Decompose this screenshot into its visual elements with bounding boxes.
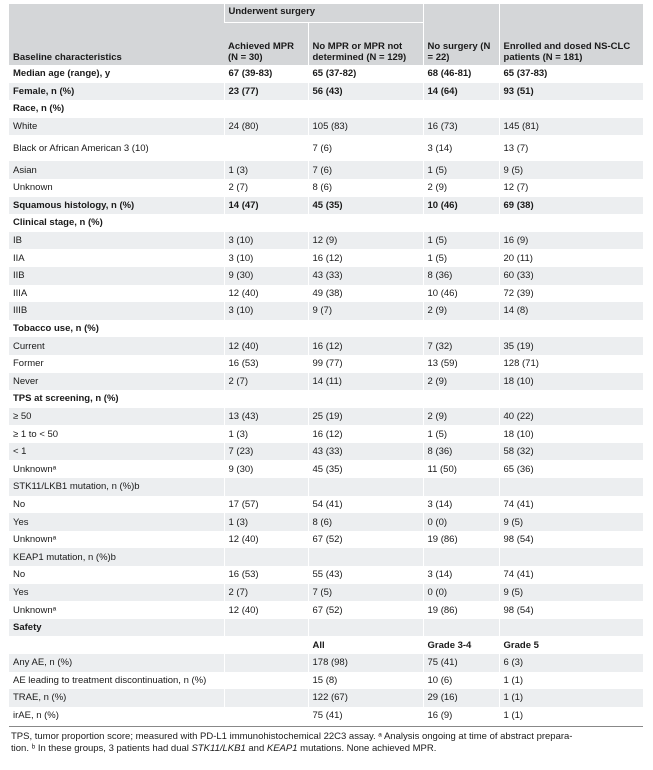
row-label: White: [9, 118, 224, 136]
cell-value: 60 (33): [499, 267, 643, 285]
table-row: [9, 337, 643, 355]
cell-value: 1 (3): [224, 513, 308, 531]
cell-value: 1 (1): [499, 707, 643, 725]
row-label: KEAP1 mutation, n (%)b: [9, 548, 224, 566]
table-row: [9, 443, 643, 461]
cell-value: 3 (14): [423, 496, 499, 514]
cell-value: 3 (10): [224, 232, 308, 250]
table-row: [9, 654, 643, 672]
row-label: Unknown: [9, 179, 224, 197]
table-row: [9, 179, 643, 197]
cell-value: 16 (53): [224, 566, 308, 584]
cell-value: 122 (67): [308, 689, 423, 707]
cell-value: 13 (59): [423, 355, 499, 373]
cell-value: 8 (36): [423, 443, 499, 461]
cell-value: 14 (64): [423, 83, 499, 101]
cell-value: 105 (83): [308, 118, 423, 136]
cell-value: 16 (12): [308, 337, 423, 355]
footnote-gene-stk11: STK11/LKB1: [191, 743, 246, 755]
cell-value: [224, 654, 308, 672]
cell-value: [308, 548, 423, 566]
cell-value: [423, 548, 499, 566]
cell-value: 7 (5): [308, 584, 423, 602]
cell-value: 24 (80): [224, 118, 308, 136]
cell-value: 58 (32): [499, 443, 643, 461]
cell-value: 25 (19): [308, 408, 423, 426]
cell-value: 98 (54): [499, 601, 643, 619]
row-label: STK11/LKB1 mutation, n (%)b: [9, 478, 224, 496]
cell-value: 1 (5): [423, 425, 499, 443]
cell-value: 43 (33): [308, 443, 423, 461]
cell-value: 10 (6): [423, 672, 499, 690]
cell-value: All: [308, 636, 423, 654]
enrolled-header: Enrolled and dosed NS-CLC patients (N = 181): [499, 4, 643, 65]
table-row: [9, 460, 643, 478]
cell-value: 35 (19): [499, 337, 643, 355]
cell-value: [308, 320, 423, 338]
row-label: [9, 636, 224, 654]
cell-value: 9 (30): [224, 460, 308, 478]
row-label: irAE, n (%): [9, 707, 224, 725]
cell-value: 1 (3): [224, 425, 308, 443]
cell-value: [308, 390, 423, 408]
table-row: [9, 636, 643, 654]
cell-value: 74 (41): [499, 566, 643, 584]
cell-value: 12 (40): [224, 531, 308, 549]
cell-value: [308, 214, 423, 232]
row-label: Tobacco use, n (%): [9, 320, 224, 338]
cell-value: [499, 478, 643, 496]
cell-value: 17 (57): [224, 496, 308, 514]
cell-value: 2 (9): [423, 302, 499, 320]
row-label: Never: [9, 373, 224, 391]
cell-value: 12 (40): [224, 285, 308, 303]
cell-value: [224, 320, 308, 338]
cell-value: [423, 214, 499, 232]
cell-value: [224, 214, 308, 232]
cell-value: 3 (14): [423, 135, 499, 161]
cell-value: 145 (81): [499, 118, 643, 136]
row-label: IIIB: [9, 302, 224, 320]
footnote-text: mutations. None achieved MPR.: [297, 743, 437, 755]
table-row: [9, 513, 643, 531]
no-surgery-header: No surgery (N = 22): [423, 4, 499, 65]
table-row: [9, 408, 643, 426]
cell-value: 7 (32): [423, 337, 499, 355]
table-row: [9, 285, 643, 303]
cell-value: 55 (43): [308, 566, 423, 584]
cell-value: 14 (47): [224, 197, 308, 215]
cell-value: [499, 619, 643, 637]
row-label: Squamous histology, n (%): [9, 197, 224, 215]
cell-value: 15 (8): [308, 672, 423, 690]
cell-value: 72 (39): [499, 285, 643, 303]
cell-value: 16 (53): [224, 355, 308, 373]
row-label: Yes: [9, 513, 224, 531]
cell-value: 6 (3): [499, 654, 643, 672]
cell-value: 9 (30): [224, 267, 308, 285]
cell-value: [308, 619, 423, 637]
cell-value: 43 (33): [308, 267, 423, 285]
cell-value: 178 (98): [308, 654, 423, 672]
row-label: Race, n (%): [9, 100, 224, 118]
cell-value: 8 (6): [308, 513, 423, 531]
table-row: [9, 355, 643, 373]
table-row: [9, 83, 643, 101]
cell-value: 13 (43): [224, 408, 308, 426]
cell-value: 2 (7): [224, 584, 308, 602]
table-row: [9, 531, 643, 549]
table-row: [9, 232, 643, 250]
table-row: [9, 619, 643, 637]
cell-value: 16 (9): [499, 232, 643, 250]
cell-value: 69 (38): [499, 197, 643, 215]
cell-value: 54 (41): [308, 496, 423, 514]
cell-value: [423, 390, 499, 408]
row-label: Asian: [9, 161, 224, 179]
row-label: Current: [9, 337, 224, 355]
cell-value: 2 (9): [423, 179, 499, 197]
cell-value: 20 (11): [499, 249, 643, 267]
table-body: [9, 65, 643, 724]
cell-value: 65 (37-83): [499, 65, 643, 83]
baseline-characteristics-table: [9, 4, 643, 724]
row-label: TPS at screening, n (%): [9, 390, 224, 408]
cell-value: 19 (86): [423, 601, 499, 619]
cell-value: 65 (37-82): [308, 65, 423, 83]
cell-value: [224, 689, 308, 707]
row-label: Median age (range), y: [9, 65, 224, 83]
cell-value: [224, 548, 308, 566]
table-row: [9, 548, 643, 566]
footnote-text: tion. ᵇ In these groups, 3 patients had dual: [11, 743, 192, 755]
row-label: Safety: [9, 619, 224, 637]
cell-value: 7 (6): [308, 135, 423, 161]
cell-value: 1 (1): [499, 689, 643, 707]
cell-value: 65 (36): [499, 460, 643, 478]
table-footnote: [9, 726, 643, 755]
cell-value: 9 (5): [499, 161, 643, 179]
cell-value: [423, 320, 499, 338]
row-label: Any AE, n (%): [9, 654, 224, 672]
table-row: [9, 302, 643, 320]
table-row: [9, 161, 643, 179]
cell-value: [499, 390, 643, 408]
cell-value: 14 (8): [499, 302, 643, 320]
cell-value: 8 (6): [308, 179, 423, 197]
cell-value: [499, 100, 643, 118]
cell-value: 11 (50): [423, 460, 499, 478]
table-row: [9, 601, 643, 619]
cell-value: [224, 619, 308, 637]
cell-value: 9 (5): [499, 584, 643, 602]
table-row: [9, 689, 643, 707]
cell-value: 19 (86): [423, 531, 499, 549]
cell-value: [423, 478, 499, 496]
cell-value: 16 (9): [423, 707, 499, 725]
cell-value: 14 (11): [308, 373, 423, 391]
cell-value: [423, 100, 499, 118]
cell-value: 128 (71): [499, 355, 643, 373]
cell-value: 2 (9): [423, 373, 499, 391]
row-label: IB: [9, 232, 224, 250]
cell-value: 9 (5): [499, 513, 643, 531]
cell-value: 29 (16): [423, 689, 499, 707]
table-row: [9, 566, 643, 584]
cell-value: 3 (10): [224, 302, 308, 320]
cell-value: [499, 320, 643, 338]
cell-value: 67 (39-83): [224, 65, 308, 83]
table-row: [9, 135, 643, 161]
row-label: No: [9, 566, 224, 584]
table-row: [9, 425, 643, 443]
row-label: AE leading to treatment discontinuation, n (%): [9, 672, 224, 690]
cell-value: 1 (3): [224, 161, 308, 179]
table-row: [9, 214, 643, 232]
row-label: Yes: [9, 584, 224, 602]
cell-value: 13 (7): [499, 135, 643, 161]
cell-value: [224, 636, 308, 654]
table-row: [9, 707, 643, 725]
row-label: No: [9, 496, 224, 514]
cell-value: 3 (10): [224, 249, 308, 267]
cell-value: 56 (43): [308, 83, 423, 101]
achieved-mpr-header: Achieved MPR (N = 30): [224, 23, 308, 66]
table-row: [9, 672, 643, 690]
cell-value: [308, 100, 423, 118]
cell-value: 45 (35): [308, 460, 423, 478]
row-label: Clinical stage, n (%): [9, 214, 224, 232]
table-row: [9, 478, 643, 496]
cell-value: 68 (46-81): [423, 65, 499, 83]
cell-value: 7 (23): [224, 443, 308, 461]
row-label: IIA: [9, 249, 224, 267]
cell-value: 74 (41): [499, 496, 643, 514]
footnote-line-1: TPS, tumor proportion score; measured with PD-L1 immunohistochemical 22C3 assay. ᵃ Analysis ongoing at time of abstract prepara-: [11, 731, 573, 743]
cell-value: 12 (40): [224, 337, 308, 355]
row-label: < 1: [9, 443, 224, 461]
row-label: Female, n (%): [9, 83, 224, 101]
table-row: [9, 390, 643, 408]
cell-value: 1 (5): [423, 232, 499, 250]
cell-value: 2 (7): [224, 179, 308, 197]
table-row: [9, 100, 643, 118]
table-row: [9, 118, 643, 136]
row-label: ≥ 1 to < 50: [9, 425, 224, 443]
row-label: Unknownᵃ: [9, 531, 224, 549]
cell-value: 1 (5): [423, 161, 499, 179]
cell-value: 7 (6): [308, 161, 423, 179]
cell-value: 12 (7): [499, 179, 643, 197]
row-label: Black or African American 3 (10): [9, 135, 224, 161]
no-mpr-header: No MPR or MPR not determined (N = 129): [308, 23, 423, 66]
cell-value: [224, 390, 308, 408]
underwent-surgery-group-header: Underwent surgery: [224, 4, 423, 23]
row-label: Unknownᵃ: [9, 601, 224, 619]
cell-value: 45 (35): [308, 197, 423, 215]
cell-value: 49 (38): [308, 285, 423, 303]
cell-value: 18 (10): [499, 425, 643, 443]
footnote-gene-keap1: KEAP1: [266, 743, 298, 755]
cell-value: [308, 478, 423, 496]
baseline-table-container: [9, 4, 643, 755]
cell-value: 10 (46): [423, 285, 499, 303]
cell-value: [224, 707, 308, 725]
cell-value: 67 (52): [308, 531, 423, 549]
cell-value: 16 (73): [423, 118, 499, 136]
cell-value: 23 (77): [224, 83, 308, 101]
cell-value: 18 (10): [499, 373, 643, 391]
cell-value: 40 (22): [499, 408, 643, 426]
header-empty-cell: Baseline characteristics: [9, 4, 224, 65]
table-row: [9, 267, 643, 285]
cell-value: [499, 548, 643, 566]
cell-value: 1 (1): [499, 672, 643, 690]
cell-value: [224, 478, 308, 496]
cell-value: 16 (12): [308, 249, 423, 267]
cell-value: 3 (14): [423, 566, 499, 584]
cell-value: [423, 619, 499, 637]
cell-value: 12 (9): [308, 232, 423, 250]
table-row: [9, 197, 643, 215]
row-label: Unknownᵃ: [9, 460, 224, 478]
cell-value: 2 (7): [224, 373, 308, 391]
cell-value: 16 (12): [308, 425, 423, 443]
cell-value: 98 (54): [499, 531, 643, 549]
cell-value: 1 (5): [423, 249, 499, 267]
table-row: [9, 584, 643, 602]
row-label: TRAE, n (%): [9, 689, 224, 707]
row-label: IIIA: [9, 285, 224, 303]
cell-value: 12 (40): [224, 601, 308, 619]
cell-value: 67 (52): [308, 601, 423, 619]
cell-value: 75 (41): [423, 654, 499, 672]
cell-value: 9 (7): [308, 302, 423, 320]
cell-value: 8 (36): [423, 267, 499, 285]
cell-value: 0 (0): [423, 584, 499, 602]
cell-value: 99 (77): [308, 355, 423, 373]
cell-value: 93 (51): [499, 83, 643, 101]
cell-value: [224, 135, 308, 161]
cell-value: [499, 214, 643, 232]
row-label: ≥ 50: [9, 408, 224, 426]
cell-value: Grade 5: [499, 636, 643, 654]
table-row: [9, 320, 643, 338]
row-label: IIB: [9, 267, 224, 285]
cell-value: Grade 3-4: [423, 636, 499, 654]
cell-value: 75 (41): [308, 707, 423, 725]
cell-value: 2 (9): [423, 408, 499, 426]
footnote-text: and: [245, 743, 267, 755]
table-row: [9, 249, 643, 267]
cell-value: [224, 672, 308, 690]
cell-value: 0 (0): [423, 513, 499, 531]
row-label: Former: [9, 355, 224, 373]
table-row: [9, 373, 643, 391]
table-row: [9, 65, 643, 83]
cell-value: 10 (46): [423, 197, 499, 215]
table-row: [9, 496, 643, 514]
footnote-line-2: [11, 743, 641, 755]
cell-value: [224, 100, 308, 118]
